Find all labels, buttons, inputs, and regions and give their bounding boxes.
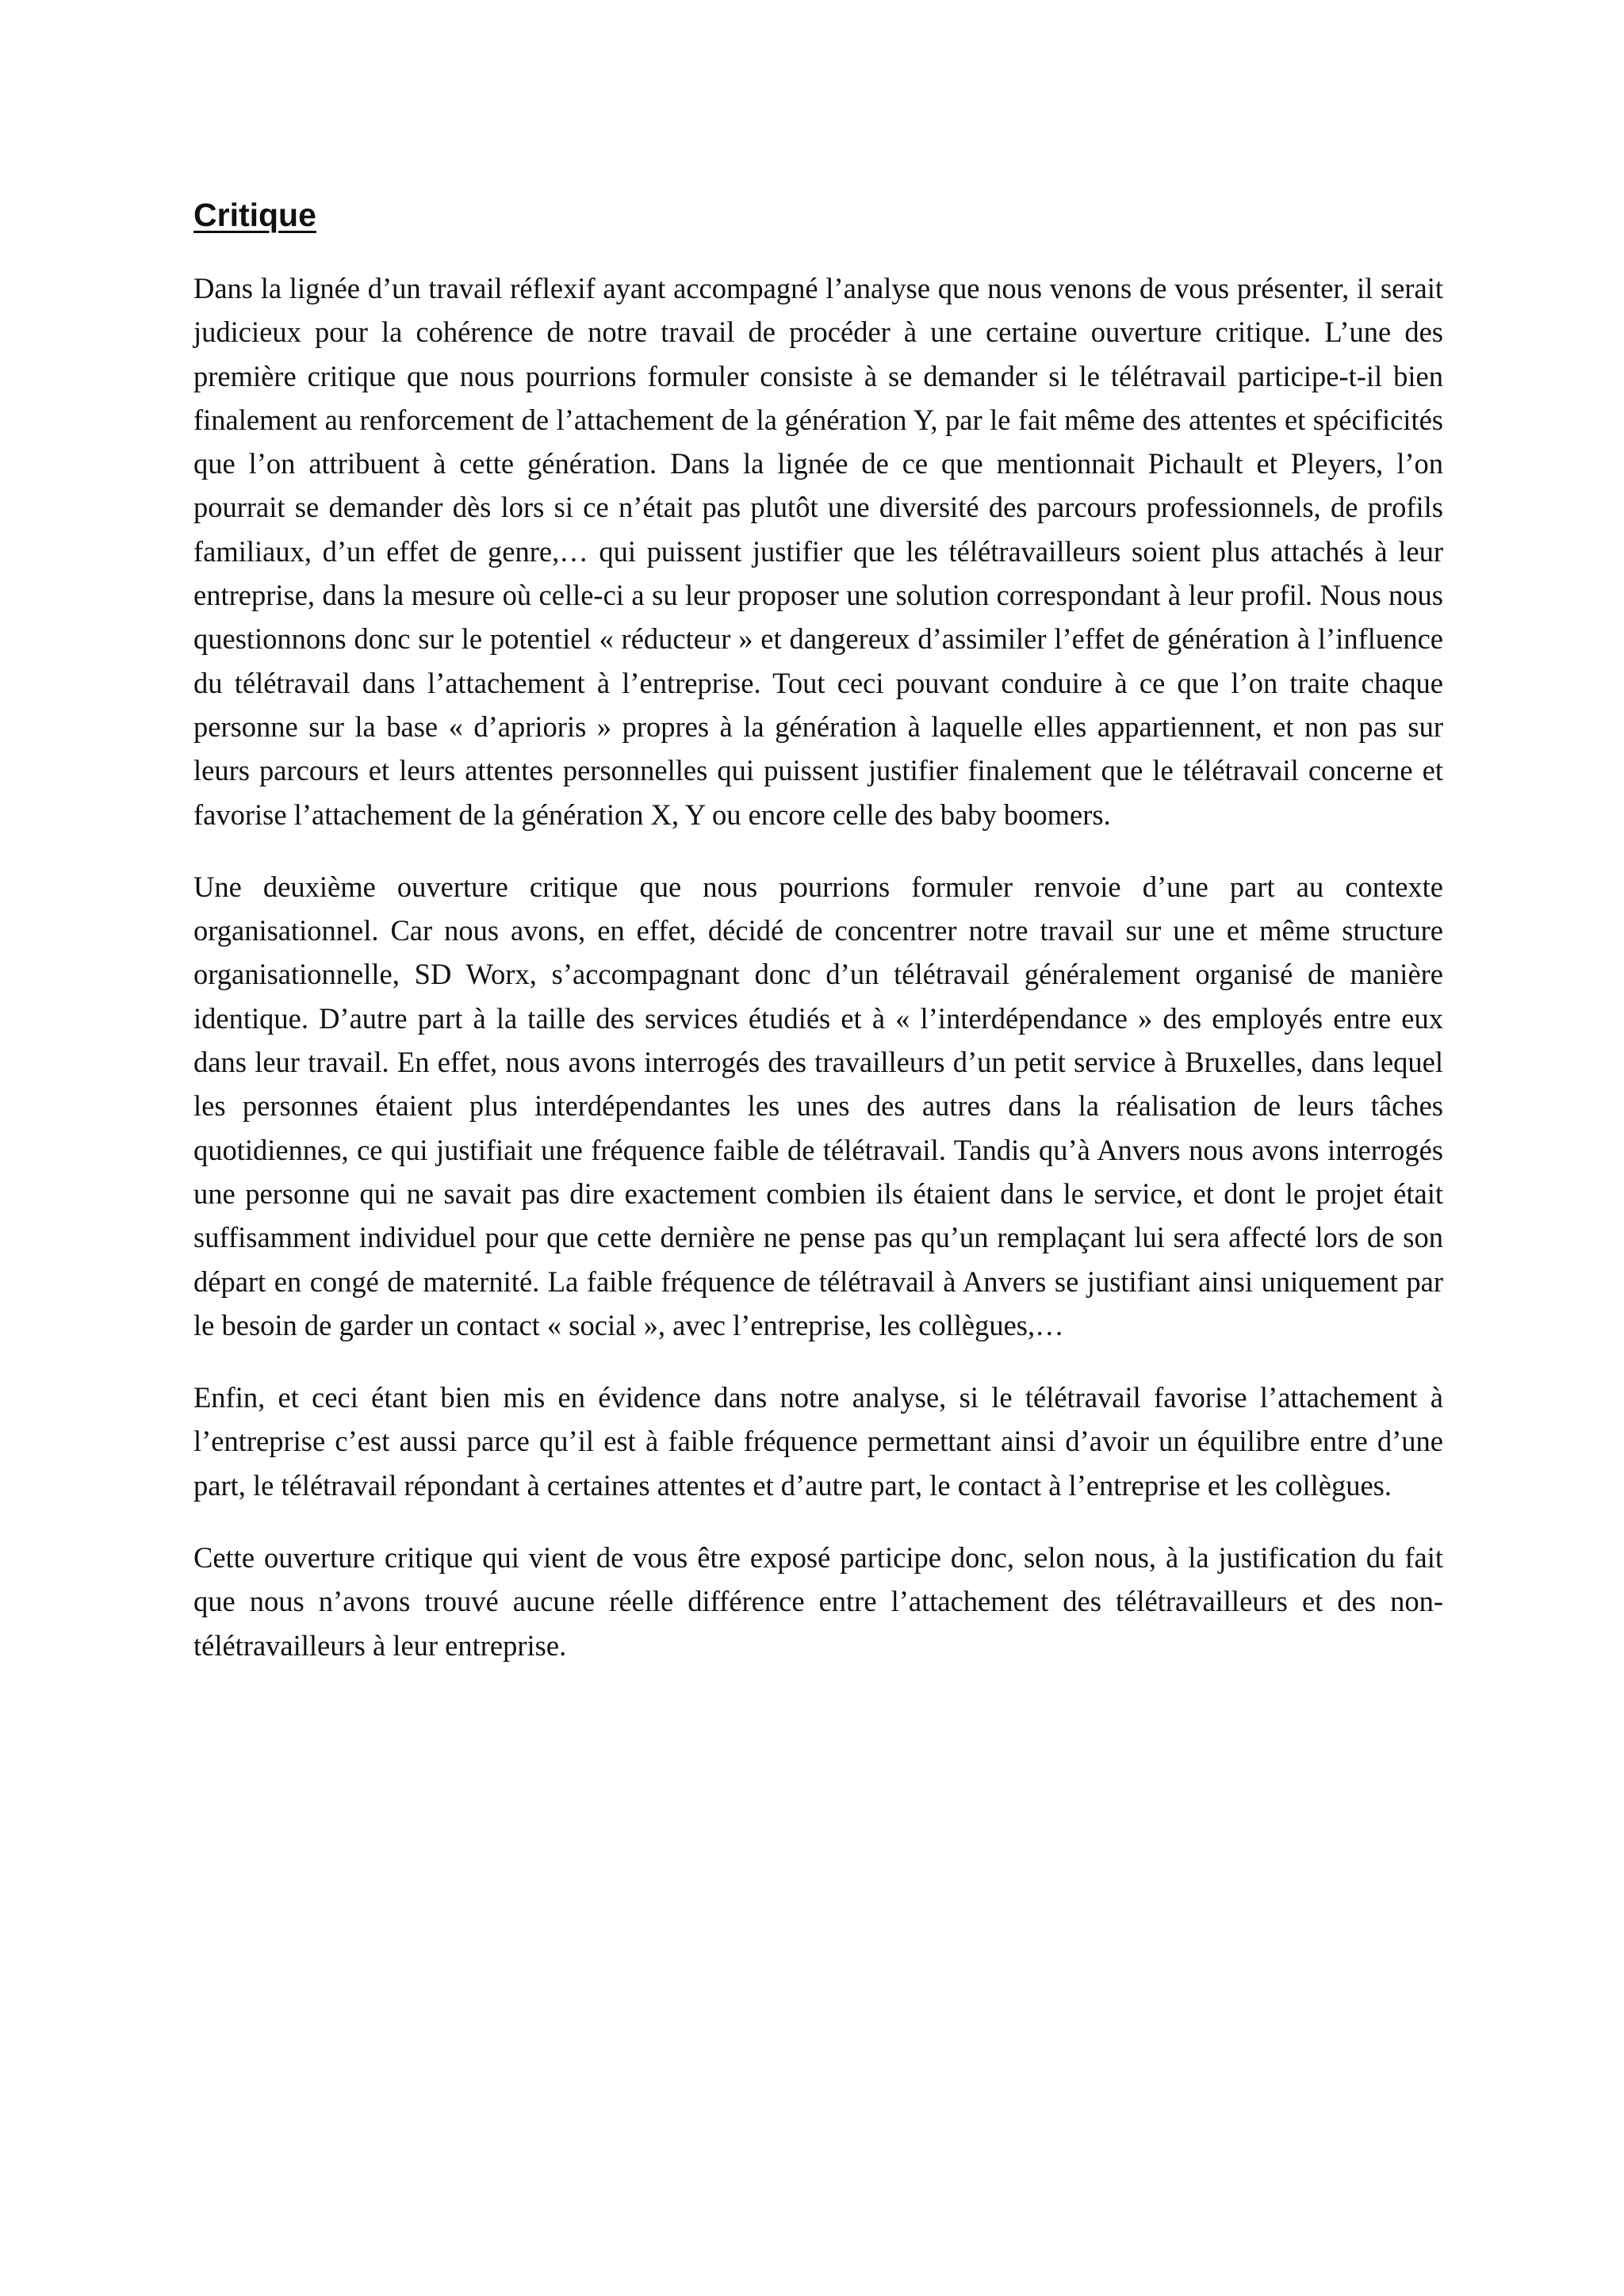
- paragraph-1: Dans la lignée d’un travail réflexif ayant accompagné l’analyse que nous venons de vous présenter, il serait judicieux pour la cohérence de notre travail de procéder à une certaine ouverture critique. L’une des première critique que nous pourrions formuler consiste à se demander si le télétravail participe-t-il bien finalement au renforcement de l’attachement de la génération Y, par le fait même des attentes et spécificités que l’on attribuent à cette génération. Dans la lignée de ce que mentionnait Pichault et Pleyers, l’on pourrait se demander dès lors si ce n’était pas plutôt une diversité des parcours professionnels, de profils familiaux, d’un effet de genre,… qui puissent justifier que les télétravailleurs soient plus attachés à leur entreprise, dans la mesure où celle-ci a su leur proposer une solution correspondant à leur profil. Nous nous questionnons donc sur le potentiel « réducteur » et dangereux d’assimiler l’effet de génération à l’influence du télétravail dans l’attachement à l’entreprise. Tout ceci pouvant conduire à ce que l’on traite chaque personne sur la base « d’aprioris » propres à la génération à laquelle elles appartiennent, et non pas sur leurs parcours et leurs attentes personnelles qui puissent justifier finalement que le télétravail concerne et favorise l’attachement de la génération X, Y ou encore celle des baby boomers.: [193, 272, 1443, 831]
- paragraph-4: Cette ouverture critique qui vient de vous être exposé participe donc, selon nous, à la justification du fait que nous n’avons trouvé aucune réelle différence entre l’attachement des télétravailleurs et des non-télétravailleurs à leur entreprise.: [193, 1541, 1443, 1662]
- paragraph-2: Une deuxième ouverture critique que nous pourrions formuler renvoie d’une part au contexte organisationnel. Car nous avons, en effet, décidé de concentrer notre travail sur une et même structure organisationnelle, SD Worx, s’accompagnant donc d’un télétravail généralement organisé de manière identique. D’autre part à la taille des services étudiés et à « l’interdépendance » des employés entre eux dans leur travail. En effet, nous avons interrogés des travailleurs d’un petit service à Bruxelles, dans lequel les personnes étaient plus interdépendantes les unes des autres dans la réalisation de leurs tâches quotidiennes, ce qui justifiait une fréquence faible de télétravail. Tandis qu’à Anvers nous avons interrogés une personne qui ne savait pas dire exactement combien ils étaient dans le service, et dont le projet était suffisamment individuel pour que cette dernière ne pense pas qu’un remplaçant lui sera affecté lors de son départ en congé de maternité. La faible fréquence de télétravail à Anvers se justifiant ainsi uniquement par le besoin de garder un contact « social », avec l’entreprise, les collègues,…: [193, 870, 1443, 1341]
- paragraph-3: Enfin, et ceci étant bien mis en évidence dans notre analyse, si le télétravail favorise l’attachement à l’entreprise c’est aussi parce qu’il est à faible fréquence permettant ainsi d’avoir un équilibre entre d’une part, le télétravail répondant à certaines attentes et d’autre part, le contact à l’entreprise et les collègues.: [193, 1381, 1443, 1502]
- section-title: Critique: [193, 197, 316, 233]
- document-page: [193, 195, 1443, 1696]
